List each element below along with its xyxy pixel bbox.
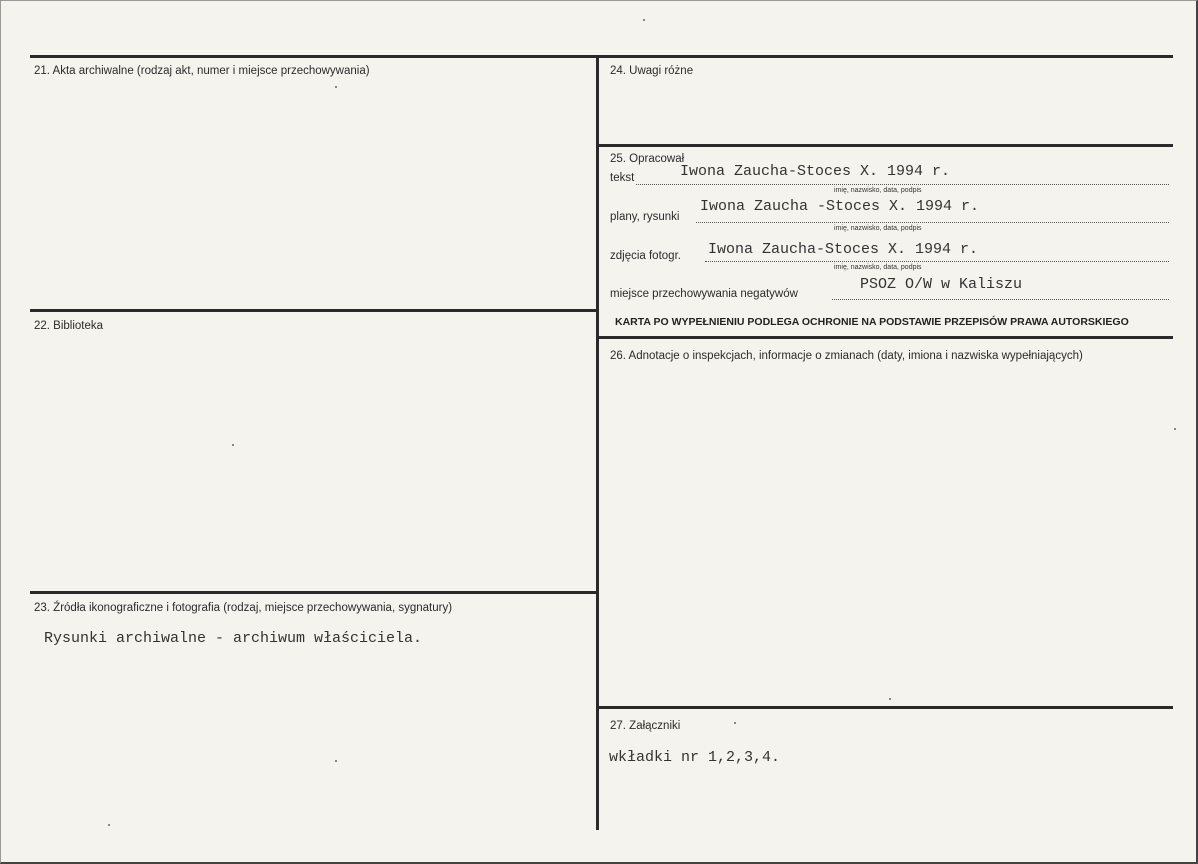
section-23-label: 23. Źródła ikonograficzne i fotografia (rodzaj, miejsce przechowywania, sygnatury) <box>34 602 453 614</box>
negatywy-line <box>832 299 1169 300</box>
section-27-label: 27. Załączniki <box>610 720 681 732</box>
section-21-label: 21. Akta archiwalne (rodzaj akt, numer i miejsce przechowywania) <box>34 65 370 77</box>
negatywy-value: PSOZ O/W w Kaliszu <box>860 276 1023 293</box>
section-25-label: 25. Opracował <box>610 153 685 165</box>
tekst-value: Iwona Zaucha-Stoces X. 1994 r. <box>680 163 951 180</box>
tekst-caption: imię, nazwisko, data, podpis <box>834 187 922 194</box>
section-24-label: 24. Uwagi różne <box>610 65 694 77</box>
copyright-notice: KARTA PO WYPEŁNIENIU PODLEGA OCHRONIE NA PODSTAWIE PRZEPISÓW PRAWA AUTORSKIEGO <box>615 316 1129 328</box>
section-27-value: wkładki nr 1,2,3,4. <box>609 749 781 766</box>
plany-label: plany, rysunki <box>610 211 680 223</box>
zdjecia-value: Iwona Zaucha-Stoces X. 1994 r. <box>708 241 979 258</box>
negatywy-label: miejsce przechowywania negatywów <box>610 288 798 300</box>
paper-speck <box>734 722 736 724</box>
tekst-line <box>636 184 1169 185</box>
zdjecia-label: zdjęcia fotogr. <box>610 250 681 262</box>
paper-speck <box>335 86 337 88</box>
zdjecia-line <box>705 261 1169 262</box>
tekst-label: tekst <box>610 172 635 184</box>
zdjecia-caption: imię, nazwisko, data, podpis <box>834 264 922 271</box>
rule-26-27 <box>599 706 1173 709</box>
rule-21-22 <box>30 309 596 312</box>
paper-speck <box>643 19 645 21</box>
rule-25-26 <box>599 336 1173 339</box>
center-divider <box>596 55 599 830</box>
plany-caption: imię, nazwisko, data, podpis <box>834 225 922 232</box>
paper-speck <box>232 444 234 446</box>
rule-24-25 <box>599 144 1173 147</box>
section-26-label: 26. Adnotacje o inspekcjach, informacje o zmianach (daty, imiona i nazwiska wypełniających) <box>610 350 1083 362</box>
paper-speck <box>108 824 110 826</box>
plany-line <box>696 222 1169 223</box>
top-rule <box>30 55 1173 58</box>
paper-speck <box>1174 428 1176 430</box>
rule-22-23 <box>30 591 596 594</box>
paper-speck <box>889 698 891 700</box>
plany-value: Iwona Zaucha -Stoces X. 1994 r. <box>700 198 980 215</box>
paper-speck <box>335 760 337 762</box>
section-22-label: 22. Biblioteka <box>34 320 104 332</box>
section-23-value: Rysunki archiwalne - archiwum właściciela. <box>44 630 423 647</box>
